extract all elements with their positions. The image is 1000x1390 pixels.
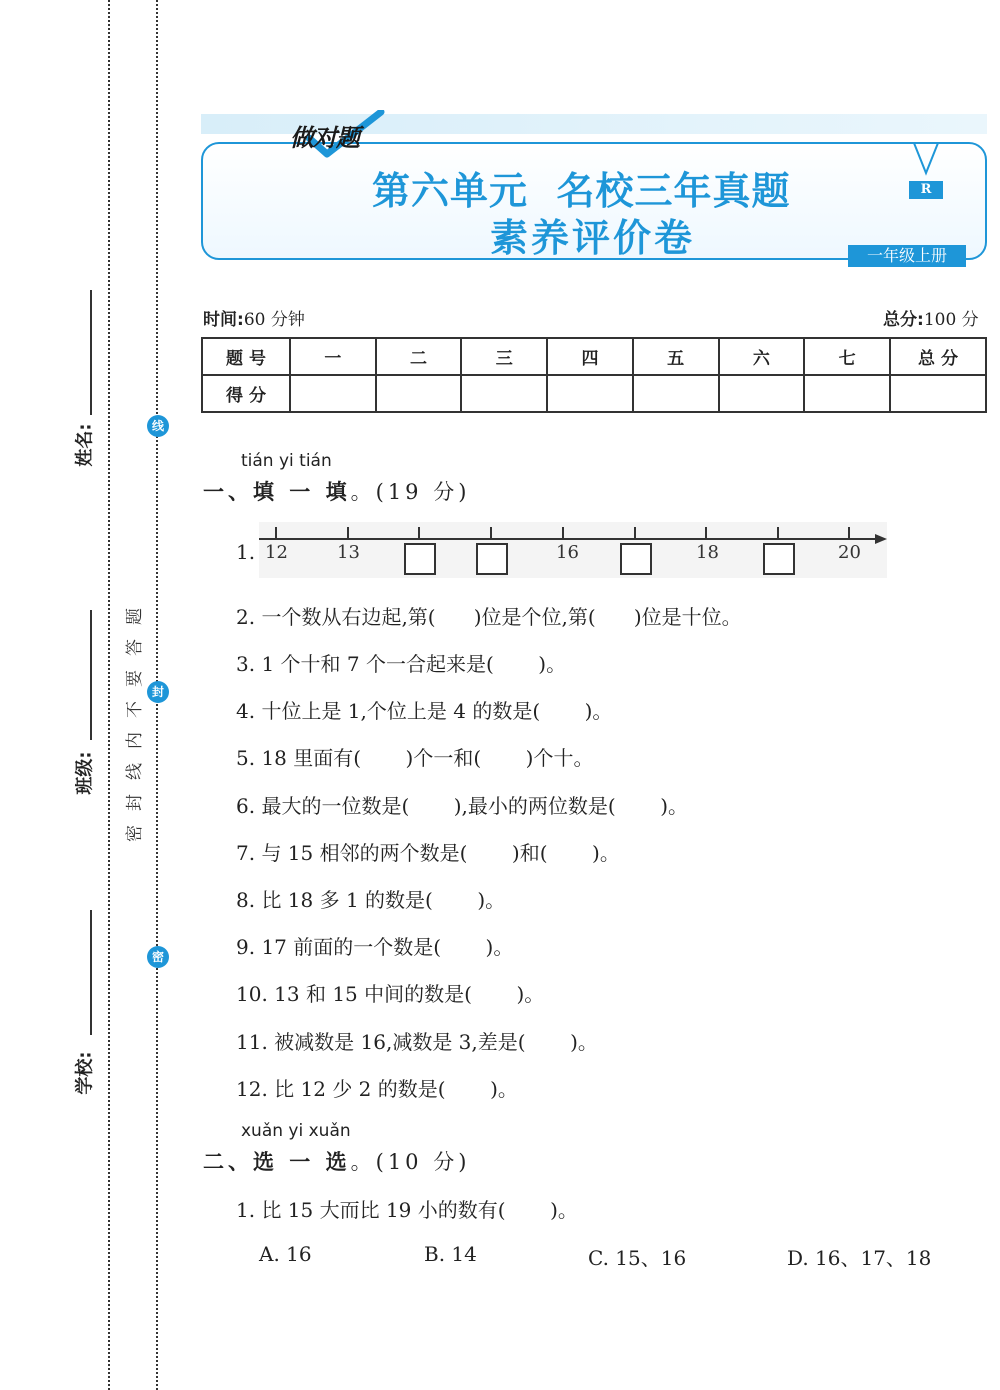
class-underline bbox=[90, 610, 92, 740]
number-line-label: 16 bbox=[556, 542, 579, 563]
number-line-answer-box[interactable] bbox=[404, 543, 436, 575]
section2-pinyin: xuǎn yi xuǎn bbox=[241, 1121, 351, 1141]
section1-points: 。(19 分) bbox=[350, 480, 471, 504]
score-header-cell: 三 bbox=[461, 338, 547, 375]
score-cell[interactable] bbox=[461, 375, 547, 412]
section2-heading bbox=[203, 1146, 470, 1176]
number-line-label: 18 bbox=[696, 542, 719, 563]
number-line-answer-box[interactable] bbox=[763, 543, 795, 575]
score-header-cell: 一 bbox=[290, 338, 376, 375]
number-line-answer-box[interactable] bbox=[620, 543, 652, 575]
section1-pinyin: tián yi tián bbox=[241, 451, 332, 471]
score-table-score-row bbox=[202, 375, 986, 412]
total-info bbox=[883, 305, 979, 330]
score-cell[interactable] bbox=[290, 375, 376, 412]
number-line-label: 13 bbox=[337, 542, 360, 563]
brand-logo: 做对题 bbox=[290, 124, 359, 152]
score-header-cell: 五 bbox=[633, 338, 719, 375]
option-d[interactable]: D. 16、17、18 bbox=[787, 1246, 932, 1270]
score-header-cell: 七 bbox=[804, 338, 890, 375]
number-line-label: 12 bbox=[265, 542, 288, 563]
question-item: 10. 13 和 15 中间的数是( )。 bbox=[236, 982, 545, 1006]
score-table bbox=[201, 337, 987, 413]
school-underline bbox=[90, 910, 92, 1035]
time-label: 时间: bbox=[203, 310, 244, 330]
time-info bbox=[203, 305, 305, 330]
option-b[interactable]: B. 14 bbox=[424, 1242, 477, 1266]
total-label: 总分: bbox=[883, 310, 924, 330]
question-item: 9. 17 前面的一个数是( )。 bbox=[236, 935, 514, 959]
page-subtitle: 素养评价卷 bbox=[490, 216, 696, 260]
question-item: 6. 最大的一位数是( ),最小的两位数是( )。 bbox=[236, 794, 689, 818]
grade-tag: 一年级上册 bbox=[848, 245, 966, 267]
score-header-cell: 二 bbox=[376, 338, 462, 375]
name-label: 姓名: bbox=[74, 423, 96, 467]
class-label: 班级: bbox=[74, 751, 96, 795]
question-item: 12. 比 12 少 2 的数是( )。 bbox=[236, 1077, 518, 1101]
seal-instruction: 密封线内不要答题 bbox=[125, 594, 145, 842]
section1-title: 一、填 一 填 bbox=[203, 480, 351, 504]
number-line-label: 20 bbox=[838, 542, 861, 563]
section1-heading bbox=[203, 476, 470, 506]
score-header-cell: 六 bbox=[719, 338, 805, 375]
edition-badge: R bbox=[909, 181, 943, 199]
question-item: 5. 18 里面有( )个一和( )个十。 bbox=[236, 746, 594, 770]
question-item: 4. 十位上是 1,个位上是 4 的数是( )。 bbox=[236, 699, 613, 723]
question-item: 7. 与 15 相邻的两个数是( )和( )。 bbox=[236, 841, 620, 865]
score-row-label: 得 分 bbox=[202, 375, 290, 412]
section2-points: 。(10 分) bbox=[350, 1150, 471, 1174]
badge-secret: 密 bbox=[147, 946, 169, 968]
school-label: 学校: bbox=[74, 1051, 96, 1095]
question-item: 3. 1 个十和 7 个一合起来是( )。 bbox=[236, 652, 567, 676]
score-cell[interactable] bbox=[890, 375, 986, 412]
section2-title: 二、选 一 选 bbox=[203, 1150, 351, 1174]
score-cell[interactable] bbox=[719, 375, 805, 412]
question-item: 2. 一个数从右边起,第( )位是个位,第( )位是十位。 bbox=[236, 605, 742, 629]
question-item: 1. 比 15 大而比 19 小的数有( )。 bbox=[236, 1198, 578, 1222]
total-value: 100 分 bbox=[923, 310, 979, 330]
time-value: 60 分钟 bbox=[243, 310, 305, 330]
option-a[interactable]: A. 16 bbox=[259, 1242, 312, 1266]
score-header-cell: 四 bbox=[547, 338, 633, 375]
name-underline bbox=[90, 290, 92, 415]
question-item: 8. 比 18 多 1 的数是( )。 bbox=[236, 888, 506, 912]
number-line-answer-box[interactable] bbox=[476, 543, 508, 575]
binding-dotted-line-outer bbox=[108, 0, 110, 1390]
score-cell[interactable] bbox=[376, 375, 462, 412]
question-item: 11. 被减数是 16,减数是 3,差是( )。 bbox=[236, 1030, 598, 1054]
score-table-header-row bbox=[202, 338, 986, 375]
badge-line: 线 bbox=[147, 415, 169, 437]
option-c[interactable]: C. 15、16 bbox=[588, 1246, 687, 1270]
badge-seal: 封 bbox=[147, 681, 169, 703]
score-cell[interactable] bbox=[547, 375, 633, 412]
number-line-question-number: 1. bbox=[236, 540, 256, 564]
page-title: 第六单元 名校三年真题 bbox=[372, 169, 791, 213]
score-cell[interactable] bbox=[633, 375, 719, 412]
score-header-cell: 题 号 bbox=[202, 338, 290, 375]
ribbon-icon bbox=[908, 143, 944, 183]
score-cell[interactable] bbox=[804, 375, 890, 412]
score-header-cell: 总 分 bbox=[890, 338, 986, 375]
